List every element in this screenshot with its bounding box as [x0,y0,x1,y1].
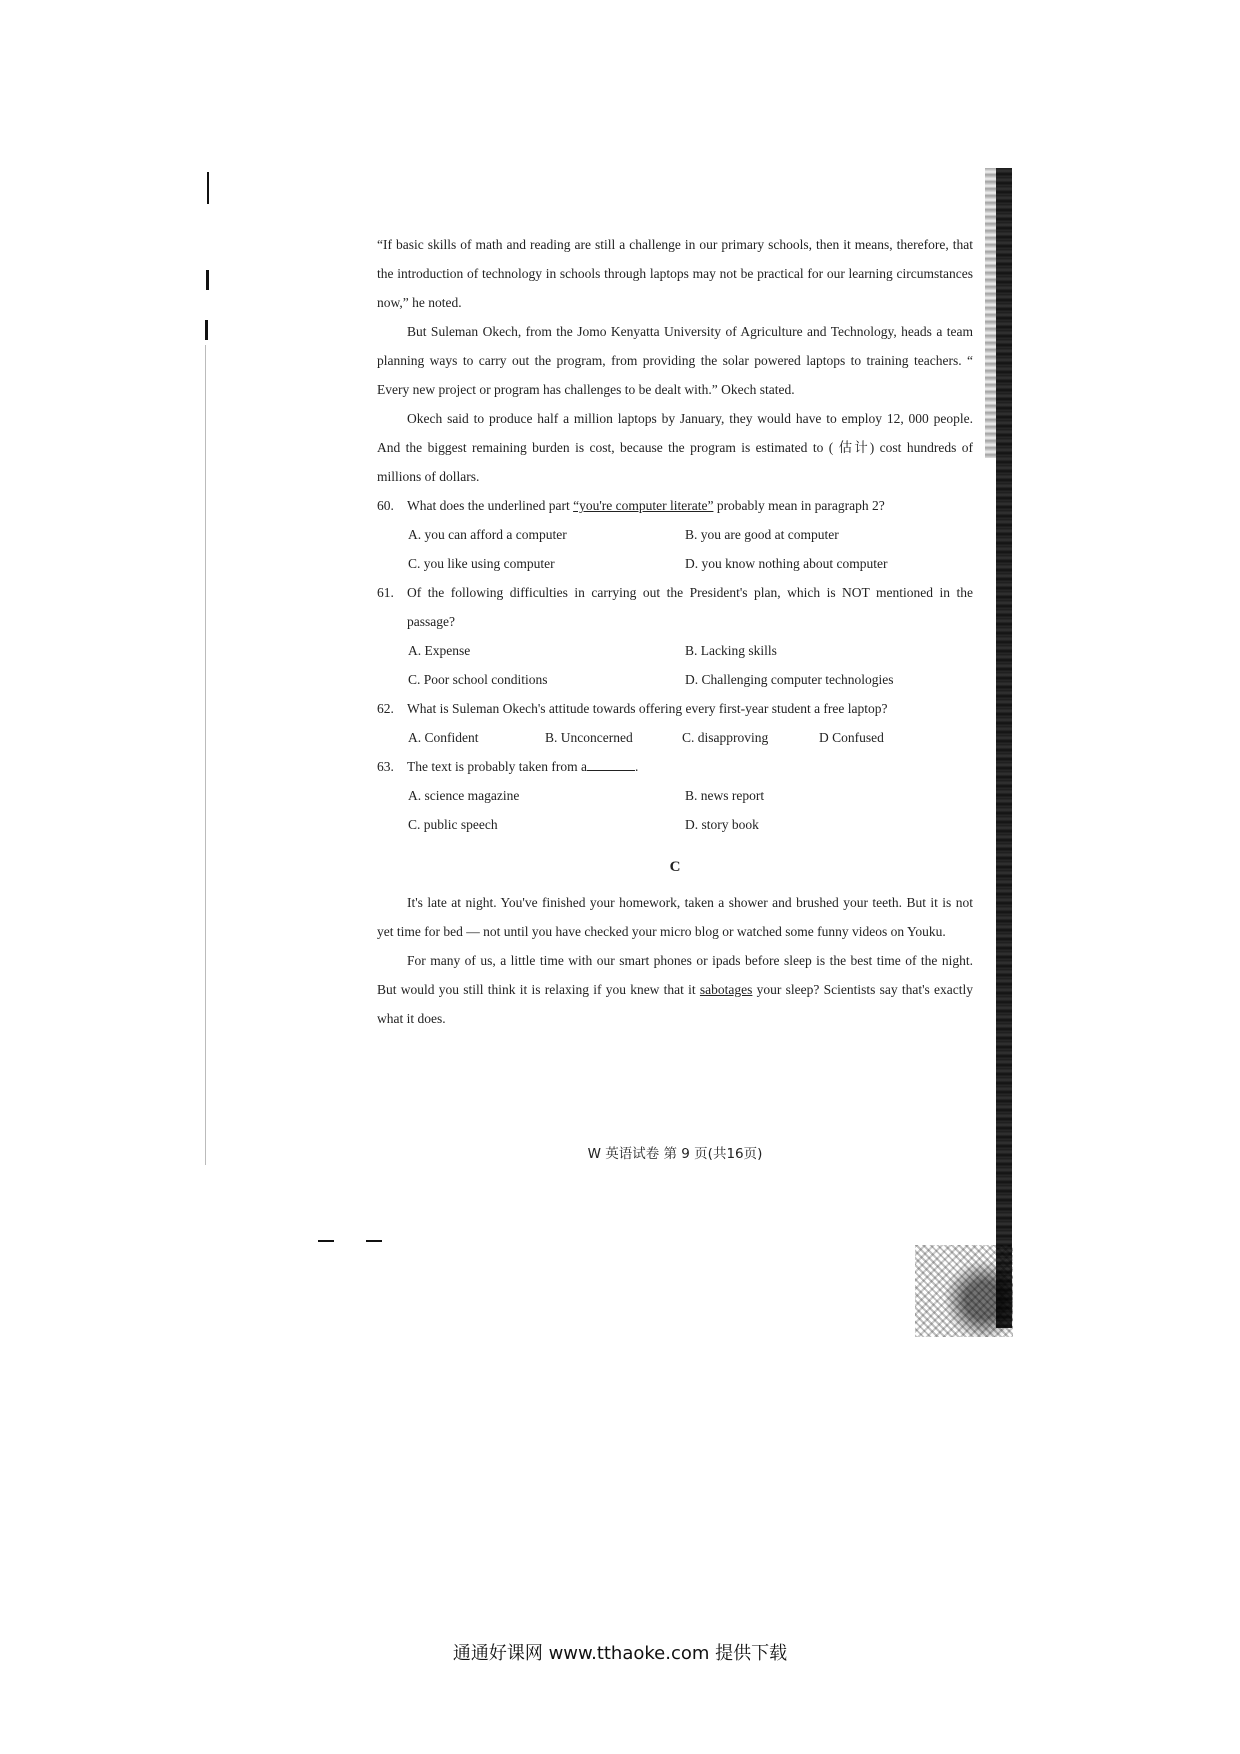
passage-paragraph [377,946,973,1033]
underlined-word: sabotages [699,982,753,997]
question-stem: . [634,759,639,774]
question-63 [377,752,973,781]
question-stem: Of the following difficulties in carrying out the President's plan, which is NOT mentioned in the passage? [407,585,973,629]
question-stem: What does the underlined part [407,498,574,513]
option: A. science magazine [408,788,520,803]
question-60 [377,491,973,520]
question-stem: probably mean in paragraph 2? [713,498,885,513]
question-stem: What is Suleman Okech's attitude towards offering every first-year student a free laptop? [407,701,888,716]
option: C. you like using computer [408,556,555,571]
question-number: 61. [377,585,394,600]
option: B. Lacking skills [685,643,777,658]
passage-paragraph: “If basic skills of math and reading are still a challenge in our primary schools, then it means, therefore, that the introduction of technology in schools through laptops may not be practical for our learning circumstances now,” he noted. [377,237,973,310]
option: C. public speech [408,817,498,832]
option: A. you can afford a computer [408,527,567,542]
download-watermark: 通通好课网 www.tthaoke.com 提供下载 [452,1643,788,1664]
options-row [377,810,973,839]
question-61 [377,578,973,636]
options-row [377,636,973,665]
question-stem: The text is probably taken from a [407,759,587,774]
page-footer: W 英语试卷 第 9 页(共16页) [587,1146,763,1162]
options-row [377,723,973,752]
margin-mark [205,320,208,340]
question-62 [377,694,973,723]
question-stem-underlined: “you're computer literate” [573,498,714,513]
option: B. you are good at computer [685,527,839,542]
passage-paragraph: But Suleman Okech, from the Jomo Kenyatta University of Agriculture and Technology, heads a team planning ways to carry out the program, from providing the solar powered laptops to training teachers. “ Every new project or program has challenges to be dealt with.” Okech stated. [377,324,973,397]
option: D. you know nothing about computer [685,556,888,571]
passage-paragraph: It's late at night. You've finished your homework, taken a shower and brushed your teeth. But it is not yet time for bed — not until you have checked your micro blog or watched some funny videos on Youku. [377,895,973,939]
margin-mark [207,172,209,204]
answer-blank [587,756,635,771]
option: C. disapproving [682,730,769,745]
passage-text: your sleep? Scientists say that's exactly what it does. [377,982,974,1026]
options-row [377,520,973,549]
option: D Confused [819,730,884,745]
section-heading: C [669,859,681,875]
scan-corner-noise [915,1245,1013,1337]
passage-text: For many of us, a little time with our smart phones or ipads before sleep is the best time of the night. But would you still think it is relaxing if you knew that it [377,953,973,997]
margin-mark [318,1240,334,1242]
options-row [377,665,973,694]
page-content [377,230,973,1033]
scan-edge-strip [996,168,1012,1328]
option: A. Confident [408,730,479,745]
question-number: 60. [377,498,394,513]
option: A. Expense [408,643,471,658]
passage-paragraph: Okech said to produce half a million laptops by January, they would have to employ 12, 000 people. And the biggest remaining burden is cost, because the program is estimated to ( 估计) cost hundreds of millions of dollars. [377,411,973,484]
option: D. Challenging computer technologies [685,672,894,687]
option: B. news report [685,788,765,803]
options-row [377,549,973,578]
option: B. Unconcerned [545,730,633,745]
question-number: 62. [377,701,394,716]
options-row [377,781,973,810]
option: C. Poor school conditions [408,672,548,687]
margin-mark [205,345,206,1165]
option: D. story book [685,817,759,832]
margin-mark [206,270,209,290]
question-number: 63. [377,759,394,774]
margin-mark [366,1240,382,1242]
